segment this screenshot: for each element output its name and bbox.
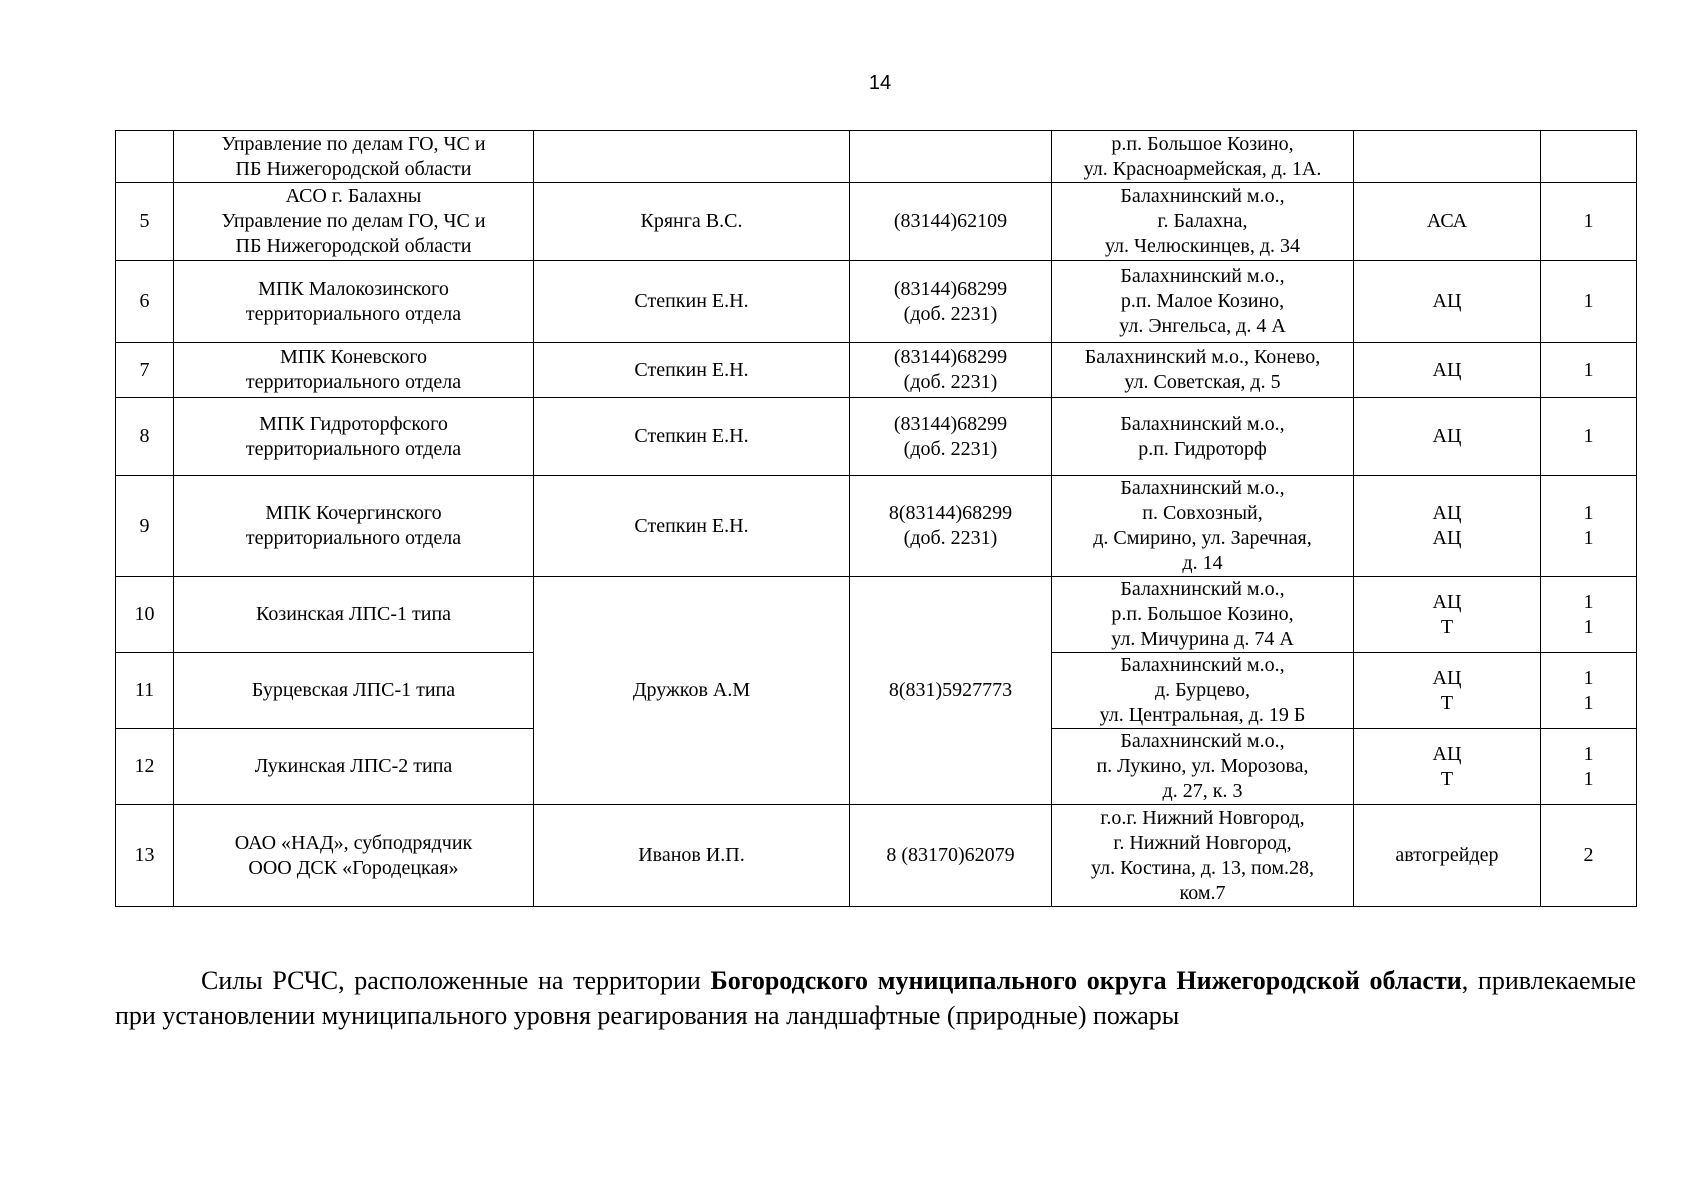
- heading-municipality-name: Богородского муниципального округа Нижегородской области: [710, 966, 1462, 995]
- cell-text-line: АЦ: [1432, 290, 1462, 312]
- cell-text-line: территориального отдела: [245, 371, 462, 393]
- cell-phone: [850, 183, 1052, 261]
- cell-text-line: р.п. Большое Козино,: [1111, 132, 1294, 155]
- cell-text-line: 1: [1583, 590, 1594, 613]
- section-heading: [115, 963, 1636, 1033]
- cell-text-line: (доб. 2231): [903, 527, 998, 549]
- cell-count: [1541, 398, 1637, 476]
- cell-text-line: ПБ Нижегородской области: [235, 235, 472, 257]
- cell-text-line: 1: [1583, 767, 1594, 790]
- cell-text-line: 7: [139, 358, 150, 381]
- cell-text-line: Козинская ЛПС-1 типа: [255, 603, 452, 625]
- cell-responsible-person: [534, 343, 850, 398]
- cell-responsible-person: [534, 183, 850, 261]
- cell-organization: [174, 343, 534, 398]
- cell-number: [116, 183, 174, 261]
- cell-text-line: 1: [1583, 425, 1594, 447]
- cell-equipment: [1354, 131, 1541, 183]
- cell-text-line: (83144)68299: [893, 346, 1008, 368]
- cell-address: [1052, 476, 1354, 577]
- cell-text-line: Степкин Е.Н.: [634, 290, 749, 312]
- heading-text-end: , привлекаемые при установлении муниципального уровня реагирования на ландшафтные (природные) пожары: [115, 966, 1636, 1030]
- cell-text-line: ул. Советская, д. 5: [1124, 371, 1281, 393]
- cell-count: [1541, 729, 1637, 805]
- cell-text-line: р.п. Большое Козино,: [1111, 603, 1294, 625]
- cell-address: [1052, 131, 1354, 183]
- forces-table: [115, 130, 1637, 907]
- cell-organization: [174, 131, 534, 183]
- cell-text-line: Балахнинский м.о.,: [1120, 578, 1285, 600]
- cell-text-line: 1: [1583, 691, 1594, 714]
- cell-text-line: Крянга В.С.: [640, 210, 743, 232]
- cell-text-line: 1: [1583, 742, 1594, 765]
- cell-text-line: АЦ: [1432, 502, 1462, 524]
- cell-text-line: АЦ: [1432, 742, 1462, 765]
- cell-text-line: Т: [1440, 767, 1454, 790]
- cell-count: [1541, 261, 1637, 343]
- table-row: [116, 343, 1637, 398]
- cell-address: [1052, 183, 1354, 261]
- cell-number: [116, 577, 174, 653]
- cell-text-line: г. Нижний Новгород,: [1113, 831, 1292, 854]
- cell-address: [1052, 398, 1354, 476]
- cell-text-line: 8(831)5927773: [888, 679, 1013, 701]
- cell-text-line: д. 14: [1182, 552, 1223, 574]
- cell-address: [1052, 805, 1354, 907]
- cell-text-line: АЦ: [1432, 425, 1462, 447]
- cell-number: [116, 653, 174, 729]
- table-row: [116, 398, 1637, 476]
- cell-text-line: 8(83144)68299: [888, 502, 1013, 524]
- cell-text-line: г. Балахна,: [1157, 210, 1248, 232]
- cell-text-line: 10: [134, 603, 155, 625]
- cell-text-line: 1: [1583, 527, 1594, 549]
- cell-responsible-person: [534, 398, 850, 476]
- cell-text-line: ОАО «НАД», субподрядчик: [234, 831, 473, 854]
- cell-equipment: [1354, 577, 1541, 653]
- cell-count: [1541, 343, 1637, 398]
- cell-organization: [174, 729, 534, 805]
- cell-responsible-person: [534, 131, 850, 183]
- table-row: [116, 577, 1637, 653]
- cell-text-line: АЦ: [1432, 590, 1462, 613]
- cell-text-line: ул. Челюскинцев, д. 34: [1104, 235, 1301, 257]
- cell-text-line: Т: [1440, 615, 1454, 638]
- cell-text-line: МПК Малокозинского: [258, 277, 449, 300]
- cell-text-line: Бурцевская ЛПС-1 типа: [251, 679, 456, 701]
- cell-text-line: 1: [1583, 666, 1594, 689]
- cell-phone: [850, 261, 1052, 343]
- cell-text-line: 1: [1583, 210, 1594, 232]
- cell-text-line: 12: [134, 755, 155, 777]
- cell-address: [1052, 729, 1354, 805]
- cell-text-line: р.п. Малое Козино,: [1120, 290, 1285, 312]
- cell-count: [1541, 183, 1637, 261]
- cell-text-line: 1: [1583, 615, 1594, 638]
- cell-organization: [174, 805, 534, 907]
- page-number: 14: [868, 72, 892, 94]
- cell-text-line: ул. Костина, д. 13, пом.28,: [1091, 856, 1314, 879]
- cell-text-line: Управление по делам ГО, ЧС и: [221, 132, 486, 155]
- cell-responsible-person: [534, 476, 850, 577]
- table-row: [116, 805, 1637, 907]
- cell-text-line: ООО ДСК «Городецкая»: [248, 856, 459, 879]
- cell-text-line: АЦ: [1432, 358, 1462, 381]
- cell-equipment: [1354, 261, 1541, 343]
- cell-text-line: Балахнинский м.о., Конево,: [1084, 346, 1321, 368]
- cell-address: [1052, 343, 1354, 398]
- cell-text-line: р.п. Гидроторф: [1138, 437, 1267, 460]
- cell-text-line: МПК Коневского: [279, 346, 428, 368]
- cell-text-line: ул. Энгельса, д. 4 А: [1119, 315, 1286, 337]
- cell-number: [116, 261, 174, 343]
- cell-text-line: 8 (83170)62079: [886, 844, 1015, 866]
- cell-phone: [850, 343, 1052, 398]
- cell-text-line: территориального отдела: [245, 527, 462, 549]
- cell-phone: [850, 805, 1052, 907]
- table-row: [116, 261, 1637, 343]
- cell-text-line: АСО г. Балахны: [285, 185, 422, 207]
- cell-text-line: Балахнинский м.о.,: [1120, 265, 1285, 287]
- heading-text-start: Силы РСЧС, расположенные на территории: [201, 966, 711, 995]
- cell-number: [116, 805, 174, 907]
- cell-number: [116, 343, 174, 398]
- cell-organization: [174, 183, 534, 261]
- cell-number: [116, 398, 174, 476]
- cell-equipment: [1354, 653, 1541, 729]
- cell-text-line: МПК Кочергинского: [265, 502, 442, 524]
- cell-text-line: Дружков А.М: [632, 679, 751, 701]
- cell-text-line: Степкин Е.Н.: [634, 358, 749, 381]
- cell-text-line: д. 27, к. 3: [1162, 780, 1243, 802]
- table-row: [116, 131, 1637, 183]
- cell-text-line: 2: [1583, 844, 1594, 866]
- cell-text-line: 6: [139, 290, 150, 312]
- cell-text-line: МПК Гидроторфского: [259, 412, 448, 435]
- cell-text-line: 11: [134, 679, 155, 701]
- cell-text-line: Т: [1440, 691, 1454, 714]
- cell-count: [1541, 805, 1637, 907]
- cell-text-line: АСА: [1426, 210, 1468, 232]
- cell-equipment: [1354, 729, 1541, 805]
- cell-number: [116, 476, 174, 577]
- cell-text-line: 8: [139, 425, 150, 447]
- cell-address: [1052, 577, 1354, 653]
- cell-text-line: Управление по делам ГО, ЧС и: [221, 210, 486, 232]
- cell-text-line: 5: [139, 210, 150, 232]
- cell-count: [1541, 653, 1637, 729]
- cell-organization: [174, 398, 534, 476]
- cell-organization: [174, 653, 534, 729]
- cell-text-line: Балахнинский м.о.,: [1120, 654, 1285, 676]
- cell-text-line: (83144)68299: [893, 277, 1008, 300]
- cell-text-line: ПБ Нижегородской области: [235, 157, 472, 180]
- cell-text-line: (доб. 2231): [903, 437, 998, 460]
- cell-text-line: ул. Красноармейская, д. 1А.: [1083, 157, 1322, 180]
- cell-text-line: территориального отдела: [245, 302, 462, 325]
- cell-text-line: 1: [1583, 290, 1594, 312]
- cell-text-line: ком.7: [1179, 881, 1226, 904]
- cell-text-line: 1: [1583, 502, 1594, 524]
- cell-text-line: д. Бурцево,: [1154, 679, 1251, 701]
- cell-text-line: АЦ: [1432, 666, 1462, 689]
- cell-organization: [174, 577, 534, 653]
- cell-count: [1541, 131, 1637, 183]
- cell-text-line: Степкин Е.Н.: [634, 514, 749, 537]
- cell-text-line: 1: [1583, 358, 1594, 381]
- cell-text-line: Лукинская ЛПС-2 типа: [254, 755, 453, 777]
- table-row: [116, 183, 1637, 261]
- cell-organization: [174, 476, 534, 577]
- cell-text-line: д. Смирино, ул. Заречная,: [1093, 527, 1312, 549]
- table-row: [116, 476, 1637, 577]
- cell-phone: [850, 131, 1052, 183]
- cell-text-line: автогрейдер: [1395, 844, 1499, 866]
- cell-address: [1052, 653, 1354, 729]
- cell-text-line: Балахнинский м.о.,: [1120, 477, 1285, 499]
- cell-text-line: 13: [134, 844, 155, 866]
- cell-equipment: [1354, 343, 1541, 398]
- cell-text-line: ул. Мичурина д. 74 А: [1111, 628, 1294, 650]
- cell-text-line: АЦ: [1432, 527, 1462, 549]
- cell-text-line: п. Совхозный,: [1142, 502, 1263, 524]
- cell-phone: [850, 398, 1052, 476]
- cell-text-line: Балахнинский м.о.,: [1120, 185, 1285, 207]
- cell-text-line: (доб. 2231): [903, 371, 998, 393]
- cell-count: [1541, 476, 1637, 577]
- cell-equipment: [1354, 805, 1541, 907]
- cell-responsible-person: [534, 261, 850, 343]
- cell-equipment: [1354, 398, 1541, 476]
- cell-text-line: Балахнинский м.о.,: [1120, 730, 1285, 752]
- cell-text-line: (83144)62109: [893, 210, 1008, 232]
- cell-text-line: Балахнинский м.о.,: [1120, 412, 1285, 435]
- cell-responsible-person: [534, 577, 850, 805]
- cell-text-line: п. Лукино, ул. Морозова,: [1096, 755, 1309, 777]
- cell-text-line: территориального отдела: [245, 437, 462, 460]
- cell-organization: [174, 261, 534, 343]
- cell-text-line: ул. Центральная, д. 19 Б: [1099, 704, 1306, 726]
- cell-count: [1541, 577, 1637, 653]
- cell-phone: [850, 476, 1052, 577]
- cell-text-line: (доб. 2231): [903, 302, 998, 325]
- cell-equipment: [1354, 476, 1541, 577]
- cell-text-line: г.о.г. Нижний Новгород,: [1100, 806, 1305, 829]
- cell-text-line: (83144)68299: [893, 412, 1008, 435]
- cell-equipment: [1354, 183, 1541, 261]
- cell-number: [116, 729, 174, 805]
- cell-number: [116, 131, 174, 183]
- cell-address: [1052, 261, 1354, 343]
- cell-text-line: Степкин Е.Н.: [634, 425, 749, 447]
- cell-phone: [850, 577, 1052, 805]
- cell-text-line: Иванов И.П.: [638, 844, 745, 866]
- cell-text-line: 9: [139, 514, 150, 537]
- cell-responsible-person: [534, 805, 850, 907]
